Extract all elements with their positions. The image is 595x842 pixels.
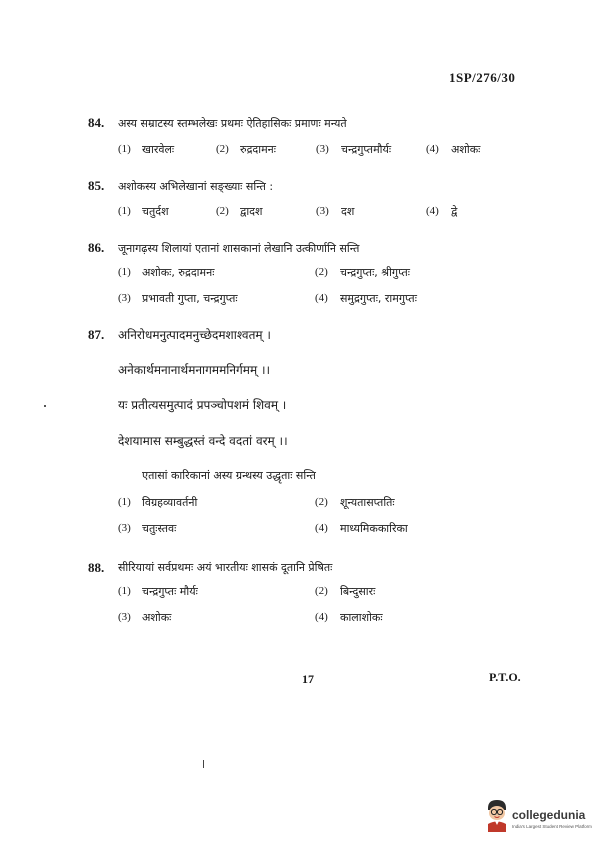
- option-text: समुद्रगुप्तः, रामगुप्तः: [340, 292, 417, 305]
- option-number: (3): [118, 611, 131, 623]
- option-number: (4): [315, 292, 328, 304]
- scan-mark: [203, 760, 204, 768]
- option-text: द्वे: [451, 205, 458, 218]
- option-text: प्रभावती गुप्ता, चन्द्रगुप्तः: [142, 292, 238, 305]
- option-number: (1): [118, 266, 131, 278]
- option-number: (1): [118, 496, 131, 508]
- option-number: (3): [316, 205, 329, 217]
- scan-speck: [44, 405, 46, 407]
- option-text: रुद्रदामनः: [240, 143, 277, 156]
- option-number: (3): [316, 143, 329, 155]
- option-text: विग्रहव्यावर्तनी: [142, 496, 198, 509]
- option-text: चन्द्रगुप्तः मौर्यः: [142, 585, 198, 598]
- question-number: 86.: [88, 240, 105, 255]
- collegedunia-logo: [484, 798, 590, 838]
- option-number: (2): [315, 496, 328, 508]
- option-number: (2): [216, 143, 229, 155]
- option-text: कालाशोकः: [340, 611, 383, 624]
- pto-label: P.T.O.: [489, 670, 521, 684]
- option-text: शून्यतासप्ततिः: [340, 496, 395, 509]
- option-text: माध्यमिककारिका: [340, 522, 408, 535]
- option-number: (1): [118, 205, 131, 217]
- question-text: अशोकस्य अभिलेखानां सङ्ख्याः सन्ति :: [118, 180, 274, 193]
- question-number: 88.: [88, 560, 105, 575]
- option-number: (3): [118, 522, 131, 534]
- option-number: (2): [315, 585, 328, 597]
- option-text: बिन्दुसारः: [340, 585, 376, 598]
- paper-code: 1SP/276/30: [449, 70, 516, 85]
- question-text: सीरियायां सर्वप्रथमः अयं भारतीयः शासकं दूतानि प्रेषितः: [118, 561, 333, 574]
- question-text: अस्य सम्राटस्य स्तम्भलेखः प्रथमः ऐतिहासिकः प्रमाणः मन्यते: [118, 117, 347, 130]
- option-text: चन्द्रगुप्तमौर्यः: [341, 143, 392, 156]
- option-number: (4): [426, 143, 439, 155]
- question-number: 84.: [88, 115, 105, 130]
- verse-line: देशयामास सम्बुद्धस्तं वन्दे वदतां वरम् ।।: [118, 434, 288, 448]
- option-text: अशोकः, रुद्रदामनः: [142, 266, 215, 279]
- option-number: (4): [426, 205, 439, 217]
- question-text: जूनागढ़स्य शिलायां एतानां शासकानां लेखानि उत्कीर्णानि सन्ति: [118, 242, 360, 255]
- verse-line: अनिरोधमनुत्पादमनुच्छेदमशाश्वतम् ।: [118, 328, 271, 342]
- option-number: (1): [118, 585, 131, 597]
- option-text: द्वादश: [240, 205, 263, 218]
- option-number: (2): [216, 205, 229, 217]
- question-prompt: एतासां कारिकानां अस्य ग्रन्थस्य उद्धृताः सन्ति: [142, 469, 316, 482]
- option-number: (2): [315, 266, 328, 278]
- option-number: (4): [315, 611, 328, 623]
- question-number: 85.: [88, 178, 105, 193]
- option-number: (1): [118, 143, 131, 155]
- option-text: चतुःस्तवः: [142, 522, 177, 535]
- option-text: चन्द्रगुप्तः, श्रीगुप्तः: [340, 266, 411, 279]
- option-text: अशोकः: [451, 143, 481, 156]
- option-text: खारवेलः: [142, 143, 175, 156]
- logo-tagline: India's Largest Student Review Platform: [512, 824, 592, 829]
- verse-line: अनेकार्थमनानार्थमनागममनिर्गमम् ।।: [118, 363, 271, 377]
- mascot-icon: [484, 798, 510, 832]
- question-number: 87.: [88, 327, 105, 342]
- verse-line: यः प्रतीत्यसमुत्पादं प्रपञ्चोपशमं शिवम् ।: [118, 398, 287, 412]
- option-text: अशोकः: [142, 611, 172, 624]
- logo-wordmark: collegedunia: [512, 808, 586, 822]
- option-number: (3): [118, 292, 131, 304]
- option-number: (4): [315, 522, 328, 534]
- option-text: दश: [341, 205, 355, 218]
- option-text: चतुर्दश: [142, 205, 169, 218]
- page-number: 17: [302, 672, 314, 686]
